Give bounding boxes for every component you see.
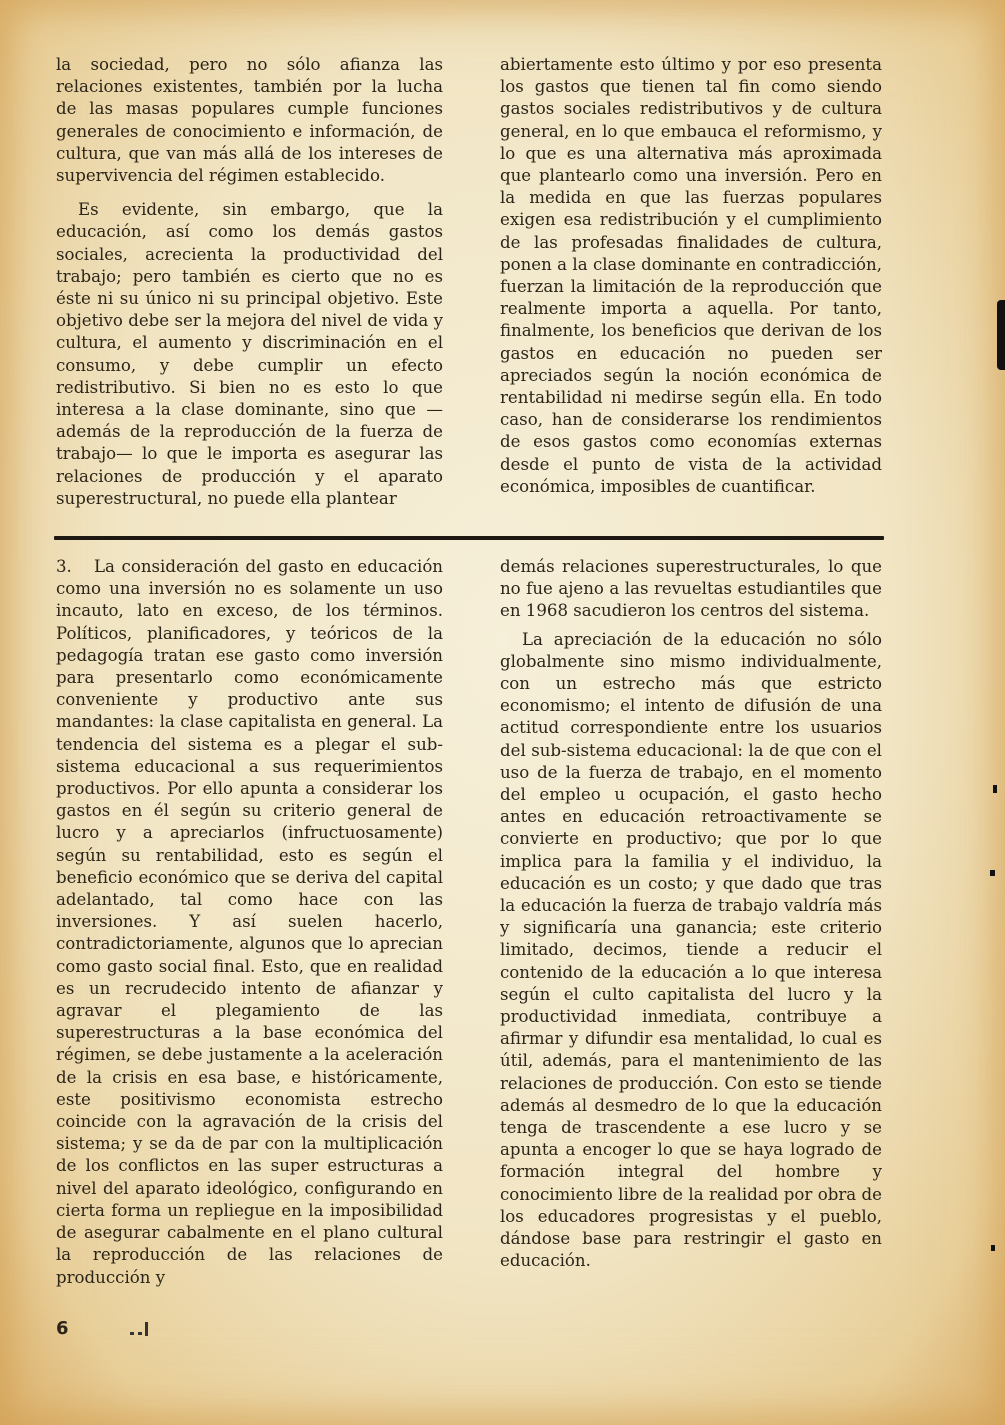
bottom-left-column xyxy=(56,556,443,1289)
section-paragraph xyxy=(56,556,443,1289)
top-right-column xyxy=(500,54,882,498)
scan-edge-mark xyxy=(990,870,995,876)
paragraph-text: La consideración del gasto en educación como una inversión no es solamente un uso incauto, lato en exceso, de los términos. Políticos, planificadores, y teóricos de la pedagogía tratan ese gasto como inversión para presentarlo como económicamente conveniente y productivo ante sus mandantes: la clase capitalista en general. La tendencia del sistema es a plegar el sub-sistema educacional a sus requerimientos productivos. Por ello apunta a considerar los gastos en él según su criterio general de lucro y a apreciarlos (infructuosamente) según su rentabilidad, esto es según el beneficio económico que se deriva del capital adelantado, tal como hace con las inversiones. Y así suelen hacerlo, contradictoriamente, algunos que lo aprecian como gasto social final. Esto, que en realidad es un recrudecido intento de afianzar y agravar el plegamiento de las superestructuras a la base económica del régimen, se debe justamente a la aceleración de la crisis en esa base, e históricamente, este positivismo economista estrecho coincide con la agravación de la crisis del sistema; y se da de par con la multiplicación de los conflictos en las super estructuras a nivel del aparato ideológico, configurando en cierta forma un repliegue en la imposibilidad de asegurar cabalmente en el plano cultural la reproducción de las relaciones de producción y xyxy=(56,557,443,1287)
scan-edge-mark xyxy=(991,1245,995,1251)
top-left-column xyxy=(56,54,443,510)
print-mark-icon xyxy=(128,1320,154,1338)
page-number: 6 xyxy=(56,1318,69,1339)
section-number: 3. xyxy=(56,557,72,576)
section-divider xyxy=(54,536,884,540)
paragraph: abiertamente esto último y por eso presenta los gastos que tienen tal fin como siendo gastos sociales redistributivos y de cultura general, en lo que embauca el reformismo, y lo que es una alternativa más aproximada que plantearlo como una inversión. Pero en la medida en que las fuerzas populares exigen esa redistribución y el cumplimiento de las profesadas finalidades de cultura, ponen a la clase dominante en contradicción, fuerzan la limitación de la reproducción que realmente importa a aquella. Por tanto, finalmente, los beneficios que derivan de los gastos en educación no pueden ser apreciados según la noción económica de rentabilidad ni medirse según ella. En todo caso, han de considerarse los rendimientos de esos gastos como economías externas desde el punto de vista de la actividad económica, imposibles de cuantificar. xyxy=(500,55,882,496)
paragraph: demás relaciones superestructurales, lo que no fue ajeno a las revueltas estudiantiles que en 1968 sacudieron los centros del sistema. xyxy=(500,557,882,621)
paragraph: La apreciación de la educación no sólo globalmente sino mismo individualmente, con un estrecho más que estricto economismo; el intento de difusión de una actitud correspondiente entre los usuarios del sub-sistema educacional: la de que con el uso de la fuerza de trabajo, en el momento del empleo u ocupación, el gasto hecho antes en educación retroactivamente se convierte en productivo; que por lo que implica para la familia y el individuo, la educación es un costo; y que dado que tras la educación la fuerza de trabajo valdría más y significaría una ganancia; este criterio limitado, decimos, tiende a reducir el contenido de la educación a lo que interesa según el culto capitalista del lucro y la productividad inmediata, contribuye a afirmar y difundir esa mentalidad, lo cual es útil, además, para el mantenimiento de las relaciones de producción. Con esto se tiende además al desmedro de lo que la educación tenga de trascendente a ese lucro y se apunta a encoger lo que se haya logrado de formación integral del hombre y conocimiento libre de la realidad por obra de los educadores progresistas y el pueblo, dándose base para restringir el gasto en educación. xyxy=(500,629,882,1271)
bottom-section xyxy=(0,556,1005,1296)
bottom-right-column xyxy=(500,556,882,1273)
top-section xyxy=(0,54,1005,524)
paragraph: Es evidente, sin embargo, que la educación, así como los demás gastos sociales, acrecienta la productividad del trabajo; pero también es cierto que no es éste ni su único ni su principal objetivo. Este objetivo debe ser la mejora del nivel de vida y cultura, el aumento y discriminación en el consumo, y debe cumplir un efecto redistributivo. Si bien no es esto lo que interesa a la clase dominante, sino que —además de la reproducción de la fuerza de trabajo— lo que le importa es asegurar las relaciones de producción y el aparato superestructural, no puede ella plantear xyxy=(56,200,443,508)
scan-edge-mark xyxy=(997,300,1005,370)
scan-edge-mark xyxy=(993,785,997,793)
paragraph: la sociedad, pero no sólo afianza las relaciones existentes, también por la lucha de las masas populares cumple funciones generales de conocimiento e información, de cultura, que van más allá de los intereses de supervivencia del régimen establecido. xyxy=(56,55,443,186)
